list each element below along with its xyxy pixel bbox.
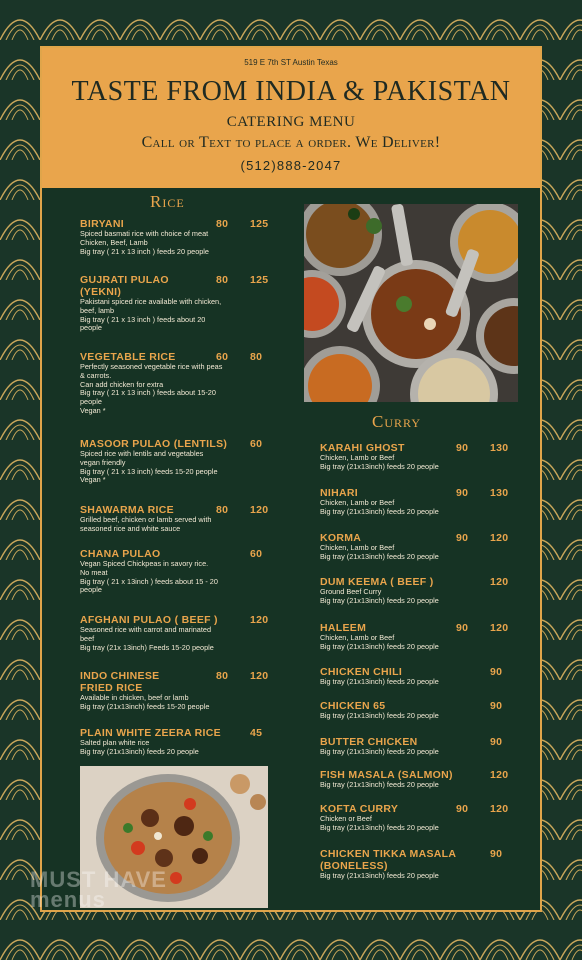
price-big-tray: 90 [490,848,503,860]
rice-item [80,351,274,416]
price-small-tray: 90 [456,487,469,499]
curry-item-name: DUM KEEMA ( BEEF ) [320,576,434,588]
curry-item-description: Chicken or Beef Big tray (21x13inch) feeds 20 people [320,814,439,832]
rice-item-description: Spiced rice with lentils and vegetables vegan friendly Big tray ( 21 x 13 inch) feeds 15-20 people Vegan * [80,449,218,485]
curry-item [320,736,512,757]
curry-item-description: Big tray (21x13inch) feeds 20 people [320,711,439,720]
call-to-action: Call or Text to place a order. We Deliver! [141,134,441,151]
price-big-tray: 130 [490,487,509,499]
curry-item-name: KOFTA CURRY [320,803,399,815]
curry-item-name: KARAHI GHOST [320,442,405,454]
curry-item [320,769,512,790]
curry-item-description: Big tray (21x13inch) feeds 20 people [320,677,439,686]
price-big-tray: 120 [490,803,509,815]
rice-item [80,218,274,256]
price-big-tray: 120 [250,670,269,682]
curry-item [320,848,512,881]
price-small-tray: 90 [456,622,469,634]
curry-item-name: KORMA [320,532,362,544]
price-small-tray: 90 [456,532,469,544]
rice-item [80,670,274,712]
curry-item [320,576,512,606]
menu-header [42,48,540,188]
rice-item [80,274,274,333]
rice-item-description: Salted plan white rice Big tray (21x13inch) feeds 20 people [80,738,199,756]
curry-item [320,442,512,472]
curry-item [320,700,512,721]
curry-dishes-photo [304,204,518,402]
price-small-tray: 90 [456,803,469,815]
rice-item-description: Available in chicken, beef or lamb Big tray (21x13inch) feeds 15-20 people [80,693,210,711]
price-big-tray: 120 [490,622,509,634]
price-small-tray: 80 [216,504,229,516]
price-big-tray: 90 [490,666,503,678]
curry-item [320,666,512,687]
price-big-tray: 60 [250,548,263,560]
rice-item-name: VEGETABLE RICE [80,351,176,363]
rice-item [80,614,274,652]
curry-item-description: Big tray (21x13inch) feeds 20 people [320,780,439,789]
curry-item [320,532,512,562]
price-big-tray: 125 [250,218,269,230]
rice-item-description: Grilled beef, chicken or lamb served with seasoned rice and white sauce [80,515,212,533]
curry-item-description: Chicken, Lamb or Beef Big tray (21x13inch) feeds 20 people [320,633,439,651]
watermark: MUST HAVE menus [30,867,167,912]
rice-item-description: Spiced basmati rice with choice of meat Chicken, Beef, Lamb Big tray ( 21 x 13 inch ) feeds 20 people [80,229,209,256]
price-big-tray: 60 [250,438,263,450]
price-small-tray: 90 [456,442,469,454]
price-small-tray: 80 [216,670,229,682]
curry-item-description: Big tray (21x13inch) feeds 20 people [320,747,439,756]
rice-item-description: Pakistani spiced rice available with chicken, beef, lamb Big tray ( 21 x 13 inch ) feeds about 20 people [80,297,222,333]
rice-item [80,438,274,485]
price-big-tray: 120 [490,576,509,588]
curry-item-name: CHICKEN TIKKA MASALA (BONELESS) [320,848,457,872]
price-big-tray: 120 [490,532,509,544]
price-small-tray: 60 [216,351,229,363]
rice-item [80,504,274,534]
rice-item-name: INDO CHINESE FRIED RICE [80,670,160,694]
curry-item-name: FISH MASALA (SALMON) [320,769,453,781]
curry-item [320,622,512,652]
price-small-tray: 80 [216,218,229,230]
curry-item-description: Chicken, Lamb or Beef Big tray (21x13inch) feeds 20 people [320,543,439,561]
rice-item-description: Seasoned rice with carrot and marinated beef Big tray (21x 13inch) Feeds 15-20 people [80,625,214,652]
curry-item-description: Ground Beef Curry Big tray (21x13inch) feeds 20 people [320,587,439,605]
price-big-tray: 125 [250,274,269,286]
rice-item-name: BIRYANI [80,218,124,230]
curry-item-name: CHICKEN CHILI [320,666,403,678]
rice-item-name: PLAIN WHITE ZEERA RICE [80,727,221,739]
price-big-tray: 80 [250,351,263,363]
rice-item-name: AFGHANI PULAO ( BEEF ) [80,614,218,626]
rice-item-name: GUJRATI PULAO (YEKNI) [80,274,169,298]
rice-item [80,548,274,595]
curry-item-name: BUTTER CHICKEN [320,736,418,748]
curry-item [320,487,512,517]
rice-item-name: SHAWARMA RICE [80,504,174,516]
curry-item-description: Chicken, Lamb or Beef Big tray (21x13inch) feeds 20 people [320,498,439,516]
curry-section-title: Curry [372,412,422,431]
address: 519 E 7th ST Austin Texas [244,58,338,67]
curry-item-description: Chicken, Lamb or Beef Big tray (21x13inch) feeds 20 people [320,453,439,471]
curry-item-name: CHICKEN 65 [320,700,386,712]
price-small-tray: 80 [216,274,229,286]
curry-item-name: NIHARI [320,487,358,499]
rice-item [80,727,274,757]
price-big-tray: 90 [490,736,503,748]
curry-item-name: HALEEM [320,622,367,634]
rice-item-description: Perfectly seasoned vegetable rice with peas & carrots. Can add chicken for extra Big tray ( 21 x 13 inch ) feeds about 15-20 people Vegan * [80,362,223,415]
rice-item-name: MASOOR PULAO (LENTILS) [80,438,228,450]
rice-item-name: CHANA PULAO [80,548,161,560]
curry-item [320,803,512,833]
rice-section-title: Rice [150,192,185,211]
price-big-tray: 45 [250,727,263,739]
curry-item-description: Big tray (21x13inch) feeds 20 people [320,871,439,880]
menu-subtitle: CATERING MENU [226,114,356,130]
restaurant-title: TASTE FROM INDIA & PAKISTAN [71,76,511,107]
price-big-tray: 130 [490,442,509,454]
price-big-tray: 120 [250,614,269,626]
price-big-tray: 120 [250,504,269,516]
rice-item-description: Vegan Spiced Chickpeas in savory rice. No meat Big tray ( 21 x 13inch ) feeds about 15 - 20 people [80,559,218,595]
menu-panel [40,46,542,912]
phone-number[interactable]: (512)888-2047 [240,158,342,173]
price-big-tray: 90 [490,700,503,712]
price-big-tray: 120 [490,769,509,781]
